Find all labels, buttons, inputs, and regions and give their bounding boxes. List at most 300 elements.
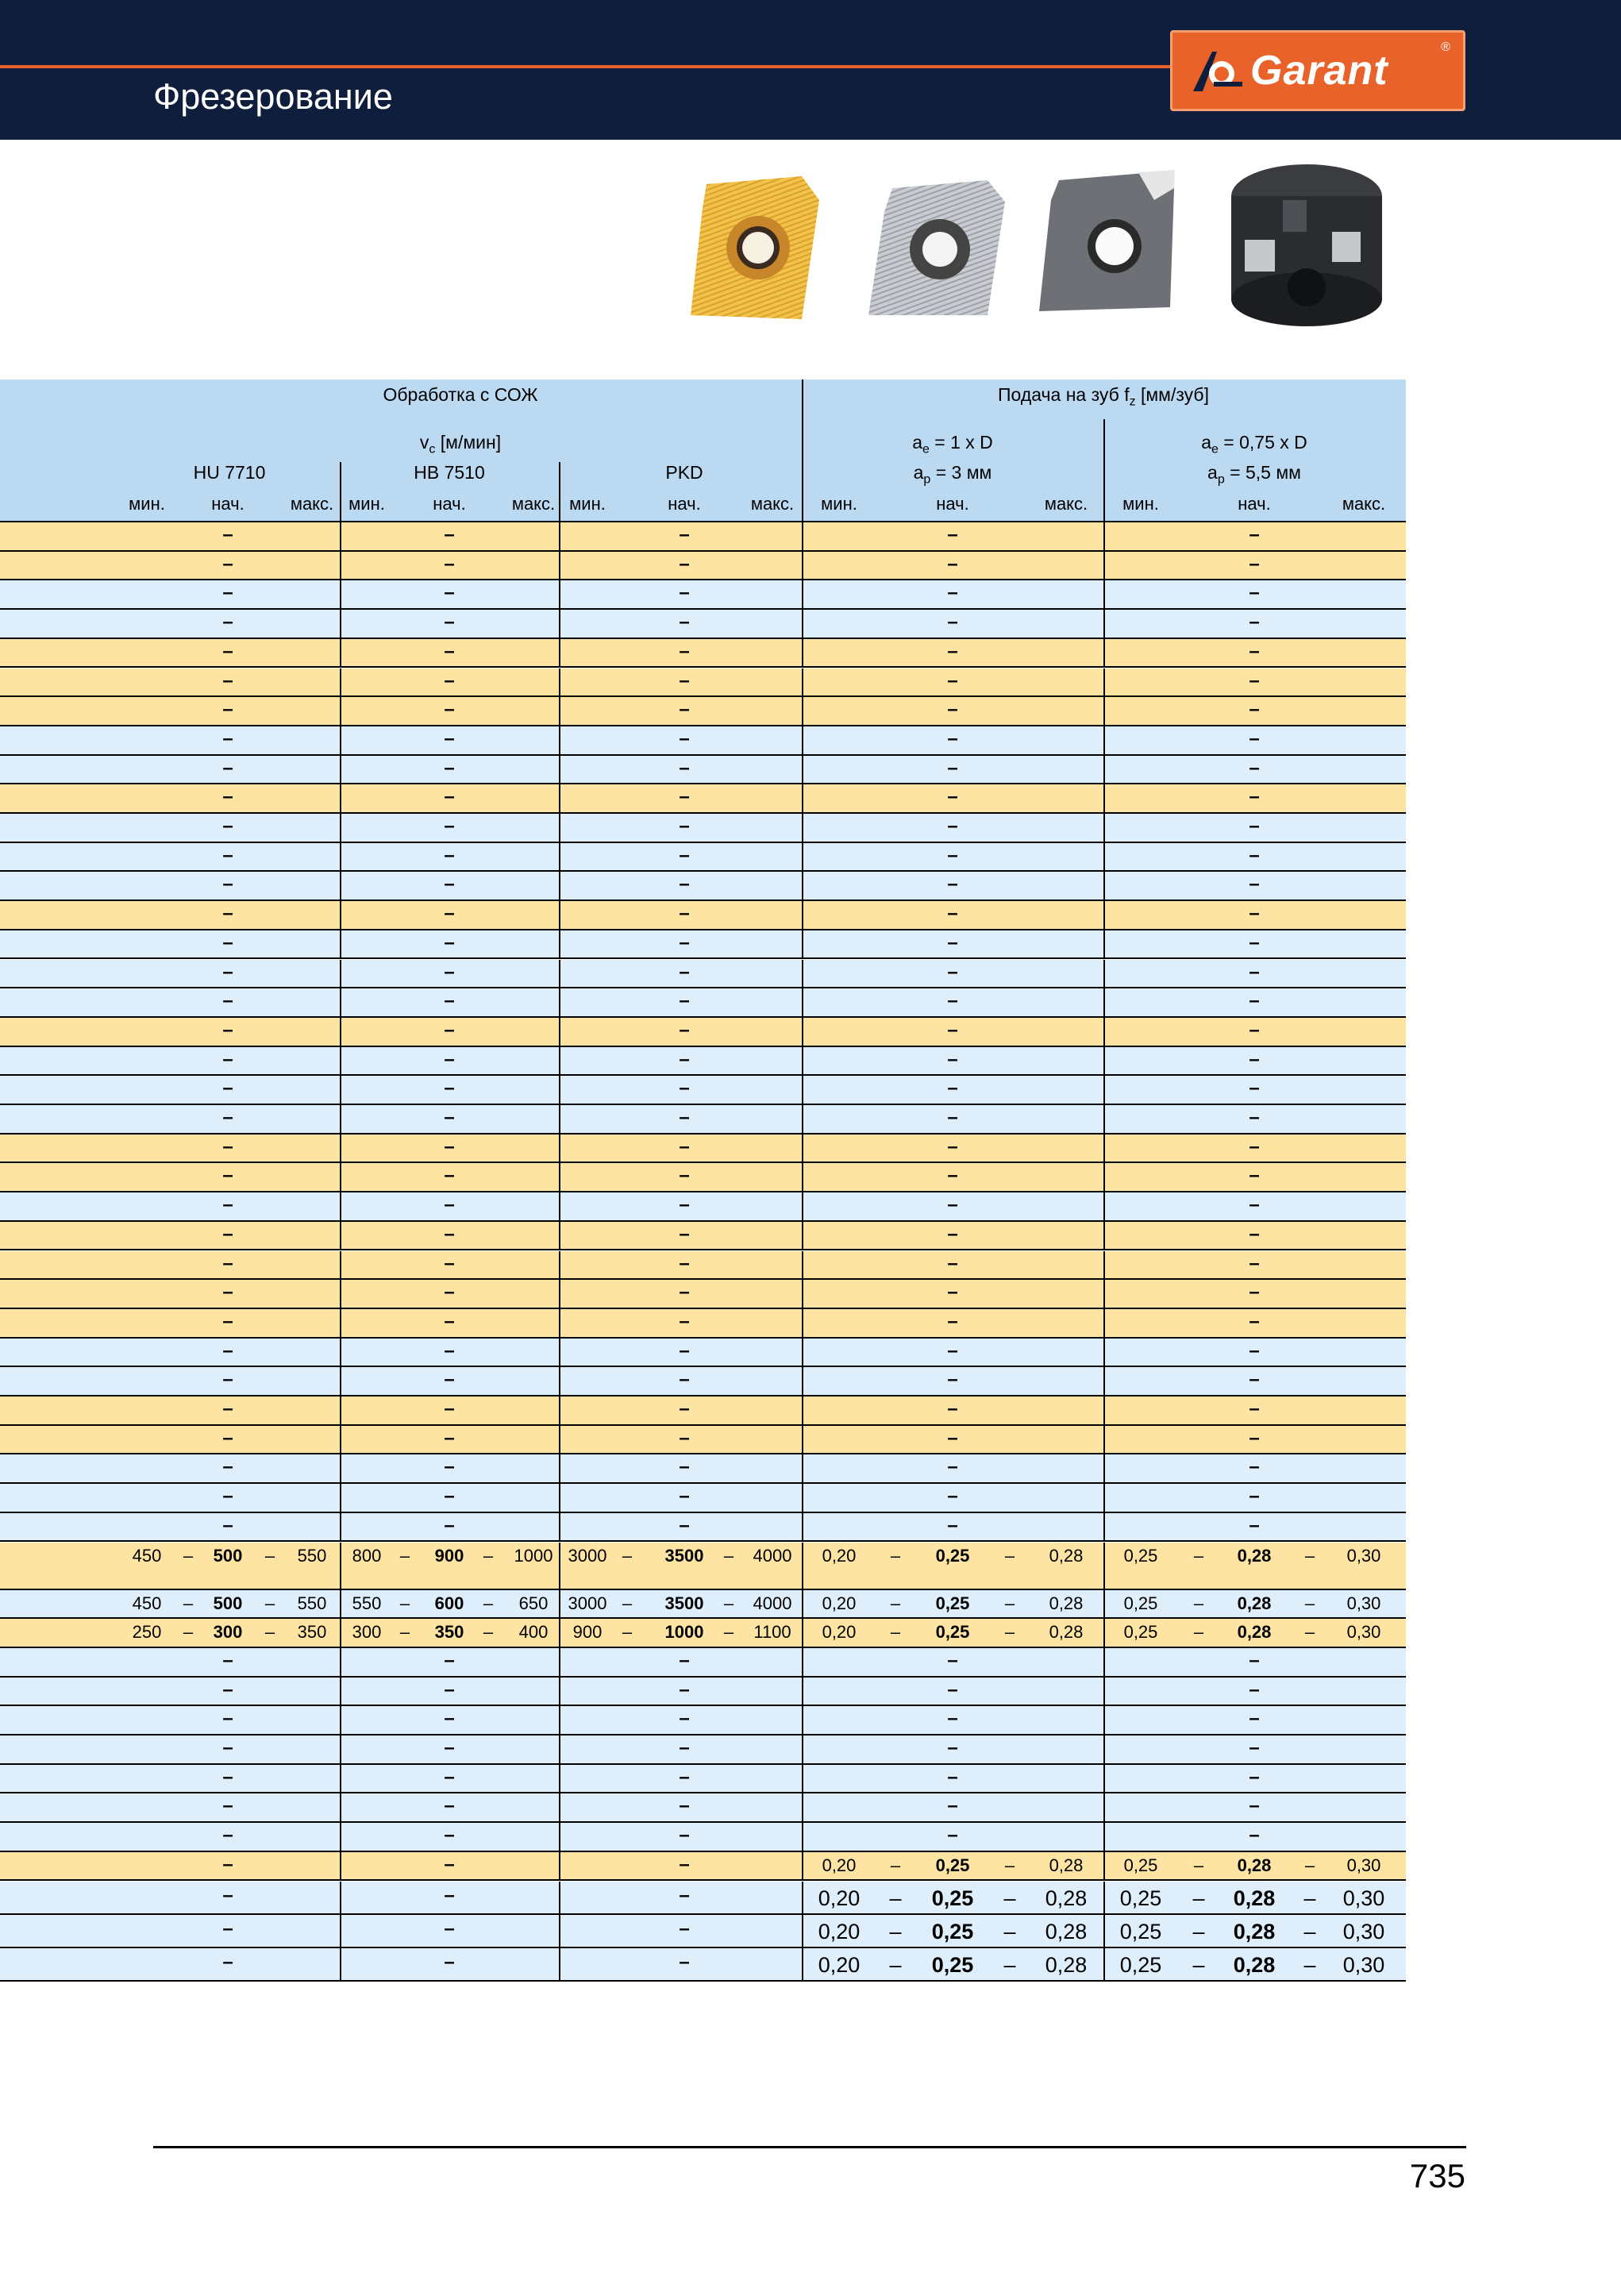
cell-value: 1000 [664,1622,704,1643]
empty-dash: – [679,1165,690,1187]
table-row [0,901,1406,930]
empty-dash: – [222,727,233,749]
empty-dash: – [679,1514,690,1536]
column-divider [802,1765,803,1794]
column-divider [1103,1018,1105,1047]
column-divider [802,1619,803,1648]
column-divider [340,668,341,698]
column-divider [559,610,560,639]
empty-dash: – [679,553,690,575]
range-dash: – [1193,1593,1204,1613]
range-dash: – [1003,1886,1016,1910]
column-divider [559,1135,560,1164]
cell-value: 350 [434,1622,464,1643]
header-vc-text-main: v [419,432,429,453]
empty-dash: – [222,1048,233,1070]
column-divider [1103,1076,1105,1105]
header-subcol: мин. [1122,494,1159,514]
empty-dash: – [222,844,233,866]
column-divider [802,814,803,843]
column-divider [559,726,560,756]
empty-dash: – [444,1708,455,1730]
column-divider [802,1192,803,1222]
table-row [0,1648,1406,1678]
empty-dash: – [679,582,690,604]
column-divider [1103,1882,1105,1915]
table-row [0,1192,1406,1222]
table-row [0,1280,1406,1309]
table-row [0,1513,1406,1543]
column-divider [559,1882,560,1915]
table-row [0,1915,1406,1948]
table-row [0,1251,1406,1281]
column-divider [802,1590,803,1620]
range-dash: – [483,1593,494,1613]
column-divider [340,1076,341,1105]
empty-dash: – [679,1917,690,1940]
table-header [0,379,1406,522]
column-divider [340,1543,341,1590]
column-divider [340,1513,341,1543]
cell-value: 0,25 [1119,1886,1162,1910]
empty-dash: – [947,1019,958,1041]
cell-value: 0,28 [1045,1886,1088,1910]
column-divider [340,726,341,756]
empty-dash: – [222,1077,233,1100]
column-divider [340,697,341,726]
header-ae1 [912,432,993,457]
empty-dash: – [679,1427,690,1449]
header-subcol: макс. [1044,494,1088,514]
range-dash: – [622,1545,633,1566]
empty-dash: – [222,1135,233,1158]
range-dash: – [1192,1886,1205,1910]
range-dash: – [183,1622,194,1643]
header-subcol: нач. [936,494,969,514]
range-dash: – [483,1622,494,1643]
column-divider [802,1047,803,1077]
empty-dash: – [679,1485,690,1508]
column-divider [1103,1765,1105,1794]
range-dash: – [1193,1545,1204,1566]
table-row [0,1543,1406,1590]
empty-dash: – [444,815,455,837]
header-accent-line [0,65,1183,68]
header-feed-per-tooth-text-main: Подача на зуб f [998,384,1130,405]
header-subcol: мин. [569,494,606,514]
cell-value: 900 [434,1545,464,1566]
column-divider [802,1823,803,1852]
cell-value: 3500 [664,1593,704,1613]
header-ap2-text-main: a [1207,462,1218,483]
empty-dash: – [1249,1708,1260,1730]
column-divider [559,522,560,552]
range-dash: – [1304,1855,1315,1875]
table-row [0,814,1406,843]
column-divider [559,930,560,960]
empty-dash: – [444,873,455,896]
column-divider [802,639,803,668]
table-row [0,1426,1406,1455]
column-divider [802,988,803,1018]
column-divider [1103,1619,1105,1648]
cell-value: 250 [132,1622,162,1643]
column-divider [559,901,560,930]
table-row [0,930,1406,960]
header-feed-per-tooth-text-sub: z [1129,395,1136,409]
table-row [0,1105,1406,1135]
column-divider [1103,1047,1105,1077]
header-grade: HB 7510 [414,462,485,483]
range-dash: – [1193,1855,1204,1875]
empty-dash: – [222,1824,233,1847]
range-dash: – [1003,1919,1016,1944]
range-dash: – [890,1855,901,1875]
empty-dash: – [947,1824,958,1847]
cell-value: 800 [352,1545,382,1566]
empty-dash: – [947,1223,958,1245]
column-divider [340,930,341,960]
empty-dash: – [947,1398,958,1420]
header-ap2 [1207,462,1301,487]
column-divider [1103,1648,1105,1678]
range-dash: – [1303,1919,1316,1944]
empty-dash: – [444,1281,455,1304]
empty-dash: – [1249,1678,1260,1701]
empty-dash: – [679,1824,690,1847]
cell-value: 0,25 [935,1545,970,1566]
cell-value: 0,28 [1233,1919,1276,1944]
empty-dash: – [444,931,455,953]
column-divider [1103,1484,1105,1513]
header-subcol: макс. [750,494,795,514]
empty-dash: – [222,1766,233,1788]
column-divider [559,668,560,698]
column-divider [1103,1852,1105,1882]
empty-dash: – [222,786,233,808]
range-dash: – [1304,1545,1315,1566]
empty-dash: – [444,1853,455,1875]
empty-dash: – [679,1077,690,1100]
range-dash: – [890,1622,901,1643]
column-divider [340,1426,341,1455]
empty-dash: – [222,582,233,604]
range-dash: – [1304,1593,1315,1613]
empty-dash: – [444,1252,455,1274]
column-divider [802,1426,803,1455]
empty-dash: – [947,1048,958,1070]
empty-dash: – [444,1194,455,1216]
column-divider [1103,756,1105,785]
cell-value: 0,30 [1342,1952,1385,1977]
empty-dash: – [1249,1824,1260,1847]
header-ap1-text-sub: p [923,472,931,487]
empty-dash: – [222,990,233,1012]
column-divider [1103,1222,1105,1251]
column-divider [802,1484,803,1513]
empty-dash: – [222,553,233,575]
column-divider [1103,1251,1105,1281]
header-ap1 [914,462,992,487]
empty-dash: – [1249,1339,1260,1362]
column-divider [802,1105,803,1135]
header-ap1-text-main: a [913,462,924,483]
cell-value: 0,30 [1342,1886,1385,1910]
column-divider [340,1105,341,1135]
column-divider [559,1222,560,1251]
column-divider [559,1543,560,1590]
column-divider [340,1678,341,1707]
empty-dash: – [947,1339,958,1362]
empty-dash: – [947,1194,958,1216]
header-ap2-text-rest: = 5,5 мм [1224,462,1301,483]
column-divider [1103,1135,1105,1164]
empty-dash: – [444,1048,455,1070]
column-divider [802,610,803,639]
column-divider [340,639,341,668]
empty-dash: – [679,844,690,866]
column-divider [802,1513,803,1543]
table-row [0,697,1406,726]
column-divider [1103,668,1105,698]
column-divider [559,1339,560,1368]
cell-value: 0,25 [931,1919,974,1944]
cell-value: 4000 [753,1593,792,1613]
column-divider [559,1280,560,1309]
column-divider [559,1948,560,1982]
milling-cutter-image [1213,152,1396,335]
empty-dash: – [679,1884,690,1906]
header-subcol: нач. [668,494,701,514]
empty-dash: – [444,1339,455,1362]
empty-dash: – [444,1427,455,1449]
table-row [0,1793,1406,1823]
column-divider [802,1163,803,1192]
empty-dash: – [947,1135,958,1158]
empty-dash: – [947,1310,958,1332]
column-divider [1103,580,1105,610]
empty-dash: – [1249,1737,1260,1759]
empty-dash: – [444,1398,455,1420]
empty-dash: – [679,1252,690,1274]
range-dash: – [399,1545,410,1566]
column-divider [802,1222,803,1251]
column-divider [1103,843,1105,873]
column-divider [340,1619,341,1648]
empty-dash: – [222,640,233,662]
header-subcol: мин. [348,494,385,514]
cell-value: 300 [352,1622,382,1643]
column-divider [340,1396,341,1426]
cell-value: 0,30 [1346,1545,1381,1566]
cell-value: 650 [518,1593,549,1613]
column-divider [340,960,341,989]
column-divider [802,1339,803,1368]
empty-dash: – [679,1853,690,1875]
column-divider [802,1018,803,1047]
empty-dash: – [1249,815,1260,837]
empty-dash: – [1249,757,1260,779]
empty-dash: – [679,1398,690,1420]
empty-dash: – [222,1281,233,1304]
column-divider [1103,639,1105,668]
column-divider [559,1426,560,1455]
empty-dash: – [679,931,690,953]
empty-dash: – [679,1223,690,1245]
column-divider [559,1590,560,1620]
range-dash: – [622,1622,633,1643]
empty-dash: – [444,1310,455,1332]
column-divider [559,872,560,901]
empty-dash: – [1249,1369,1260,1391]
column-divider [340,1915,341,1948]
empty-dash: – [679,815,690,837]
column-divider [802,1309,803,1339]
column-divider [340,1367,341,1396]
empty-dash: – [679,699,690,721]
empty-dash: – [947,1678,958,1701]
empty-dash: – [679,611,690,634]
cell-value: 0,28 [1045,1919,1088,1944]
cell-value: 0,30 [1342,1919,1385,1944]
cell-value: 450 [132,1545,162,1566]
empty-dash: – [679,961,690,983]
range-dash: – [483,1545,494,1566]
empty-dash: – [222,873,233,896]
table-row [0,1948,1406,1982]
grey-insert-image [861,152,1011,335]
empty-dash: – [444,1107,455,1128]
empty-dash: – [1249,786,1260,808]
column-divider [802,1793,803,1823]
empty-dash: – [1249,1427,1260,1449]
column-divider [1103,1163,1105,1192]
column-divider [340,610,341,639]
column-divider [559,843,560,873]
empty-dash: – [222,524,233,545]
table-row [0,1076,1406,1105]
empty-dash: – [444,1369,455,1391]
empty-dash: – [947,1107,958,1128]
cell-value: 0,25 [935,1593,970,1613]
table-row [0,960,1406,989]
header-divider [802,379,803,522]
column-divider [802,1251,803,1281]
column-divider [1103,784,1105,814]
empty-dash: – [444,1514,455,1536]
column-divider [559,1076,560,1105]
column-divider [559,756,560,785]
header-vc-text-rest: [м/мин] [435,432,502,453]
page-number: 735 [1409,2157,1465,2194]
empty-dash: – [1249,1456,1260,1478]
cell-value: 0,20 [818,1886,861,1910]
column-divider [559,1484,560,1513]
column-divider [802,697,803,726]
column-divider [802,1735,803,1765]
column-divider [340,901,341,930]
column-divider [559,1678,560,1707]
empty-dash: – [1249,1223,1260,1245]
table-row [0,1590,1406,1620]
column-divider [1103,1367,1105,1396]
header-ae1-text-sub: e [922,442,930,457]
column-divider [1103,1793,1105,1823]
table-row [0,1396,1406,1426]
range-dash: – [1193,1622,1204,1643]
header-feed-per-tooth [998,384,1209,410]
empty-dash: – [444,1649,455,1671]
column-divider [802,1678,803,1707]
empty-dash: – [1249,1649,1260,1671]
cell-value: 0,25 [931,1952,974,1977]
range-dash: – [399,1622,410,1643]
cell-value: 500 [213,1545,243,1566]
empty-dash: – [222,1917,233,1940]
header-ae2-text-rest: = 0,75 x D [1218,432,1307,453]
empty-dash: – [444,727,455,749]
range-dash: – [264,1622,275,1643]
empty-dash: – [1249,1281,1260,1304]
empty-dash: – [679,1678,690,1701]
empty-dash: – [947,815,958,837]
column-divider [559,1367,560,1396]
header-ae1-text-main: a [912,432,922,453]
column-divider [340,1852,341,1882]
empty-dash: – [444,611,455,634]
cell-value: 0,28 [1237,1545,1272,1566]
empty-dash: – [222,1019,233,1041]
range-dash: – [1003,1952,1016,1977]
empty-dash: – [222,1795,233,1817]
column-divider [1103,1396,1105,1426]
cell-value: 0,25 [935,1855,970,1875]
empty-dash: – [679,1708,690,1730]
range-dash: – [1004,1855,1015,1875]
column-divider [559,784,560,814]
column-divider [802,1706,803,1735]
empty-dash: – [947,757,958,779]
column-divider [802,756,803,785]
empty-dash: – [679,1310,690,1332]
cell-value: 0,28 [1237,1593,1272,1613]
cell-value: 0,30 [1346,1593,1381,1613]
empty-dash: – [1249,1252,1260,1274]
table-row [0,843,1406,873]
column-divider [802,1915,803,1948]
empty-dash: – [947,699,958,721]
cell-value: 0,25 [1123,1622,1158,1643]
header-vc-text-sub: c [429,442,436,457]
column-divider [1103,552,1105,581]
cell-value: 0,25 [1119,1952,1162,1977]
column-divider [340,1735,341,1765]
column-divider [559,697,560,726]
column-divider [802,1454,803,1484]
empty-dash: – [947,582,958,604]
empty-dash: – [947,1514,958,1536]
column-divider [559,988,560,1018]
column-divider [802,1280,803,1309]
empty-dash: – [1249,1194,1260,1216]
column-divider [340,1648,341,1678]
empty-dash: – [947,640,958,662]
column-divider [1103,610,1105,639]
column-divider [1103,522,1105,552]
range-dash: – [723,1622,734,1643]
garant-logo-icon [1190,47,1246,94]
empty-dash: – [679,1048,690,1070]
